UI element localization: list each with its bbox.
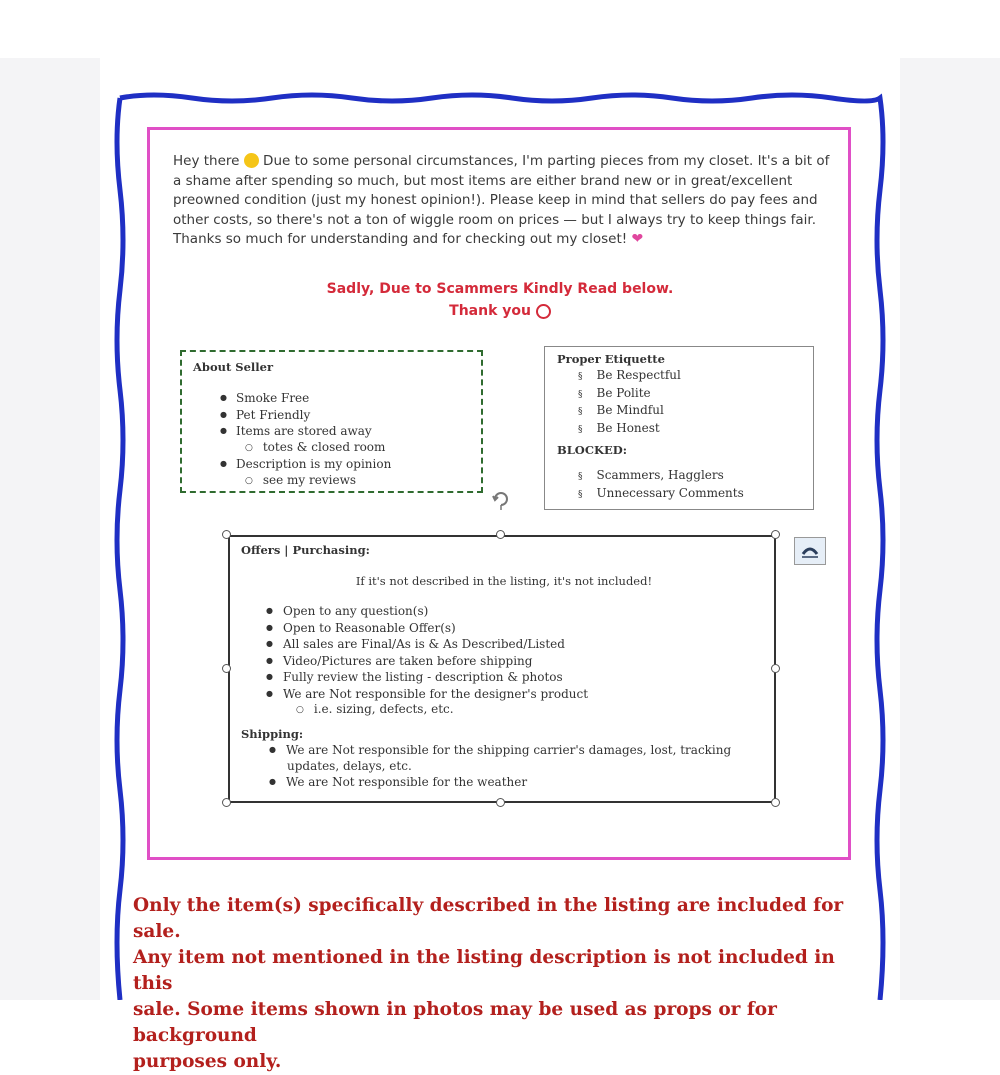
- about-seller-title: About Seller: [193, 360, 274, 374]
- about-seller-box: [180, 350, 483, 493]
- scam-notice-line2: Thank you: [449, 303, 531, 319]
- shipping-title: Shipping:: [241, 727, 304, 741]
- shipping-list: [269, 742, 749, 791]
- list-item: ● Description is my opinion: [220, 456, 391, 473]
- offers-list: [266, 603, 588, 719]
- resize-handle-top-left[interactable]: [222, 530, 231, 539]
- list-item: ● Items are stored away: [220, 423, 391, 440]
- list-item: ● Open to any question(s): [266, 603, 588, 620]
- list-item: § Unnecessary Comments: [578, 486, 744, 504]
- resize-handle-top-right[interactable]: [771, 530, 780, 539]
- list-item: ● All sales are Final/As is & As Described/Listed: [266, 636, 588, 653]
- heart-emoji-icon: ❤: [631, 231, 644, 247]
- list-item: § Be Honest: [578, 421, 681, 439]
- rotate-handle-icon[interactable]: [490, 488, 512, 510]
- list-item: ● Pet Friendly: [220, 407, 391, 424]
- etiquette-box: [544, 346, 814, 510]
- list-item: § Be Mindful: [578, 403, 681, 421]
- resize-handle-bottom[interactable]: [496, 798, 505, 807]
- list-item: ● We are Not responsible for the shipping carrier's damages, lost, tracking updates, delays, etc.: [269, 742, 749, 774]
- resize-handle-right[interactable]: [771, 664, 780, 673]
- resize-handle-left[interactable]: [222, 664, 231, 673]
- intro-body: Due to some personal circumstances, I'm parting pieces from my closet. It's a bit of a shame after spending so much, but most items are either brand new or in great/excellent preowned condition (just my honest opinion!). Please keep in mind that sellers do pay fees and other costs, so there's not a ton of wiggle room on prices — but I always try to keep things fair. Thanks so much for understanding and for checking out my closet!: [173, 153, 830, 247]
- etiquette-title: Proper Etiquette: [557, 352, 665, 366]
- intro-greeting: Hey there: [173, 153, 240, 169]
- list-item: ● Open to Reasonable Offer(s): [266, 620, 588, 637]
- scam-notice-line1: Sadly, Due to Scammers Kindly Read below.: [326, 281, 674, 297]
- blocked-list: [578, 468, 744, 503]
- layout-options-button[interactable]: [794, 537, 826, 565]
- list-item: § Scammers, Hagglers: [578, 468, 744, 486]
- list-subitem: ○ see my reviews: [220, 473, 391, 490]
- list-subitem: ○ i.e. sizing, defects, etc.: [266, 702, 588, 719]
- scam-notice-line2-row: [150, 300, 850, 322]
- blocked-title: BLOCKED:: [557, 443, 627, 457]
- right-margin: [900, 58, 1000, 1000]
- smiley-emoji-icon: [244, 153, 259, 168]
- list-item: ● We are Not responsible for the designer's product: [266, 686, 588, 703]
- smiley-outline-icon: [536, 304, 551, 319]
- list-item: § Be Respectful: [578, 368, 681, 386]
- layout-options-icon: [795, 538, 825, 564]
- left-margin: [0, 58, 100, 1000]
- list-item: ● We are Not responsible for the weather: [269, 774, 749, 791]
- list-item: ● Fully review the listing - description & photos: [266, 669, 588, 686]
- offers-note: If it's not described in the listing, it's not included!: [355, 574, 653, 588]
- offers-title: Offers | Purchasing:: [241, 543, 370, 557]
- list-subitem: ○ totes & closed room: [220, 440, 391, 457]
- resize-handle-top[interactable]: [496, 530, 505, 539]
- etiquette-list: [578, 368, 681, 438]
- scam-notice: [150, 278, 850, 322]
- offers-textbox[interactable]: [228, 535, 776, 803]
- resize-handle-bottom-left[interactable]: [222, 798, 231, 807]
- intro-paragraph: [173, 152, 833, 250]
- list-item: ● Smoke Free: [220, 390, 391, 407]
- footer-notice: Only the item(s) specifically described in the listing are included for sale. Any item not mentioned in the listing description is not included in this sale. Some items shown in photos may be used as props or for background purposes only.: [133, 895, 844, 1072]
- list-item: ● Video/Pictures are taken before shipping: [266, 653, 588, 670]
- list-item: § Be Polite: [578, 386, 681, 404]
- about-seller-list: [220, 390, 391, 489]
- resize-handle-bottom-right[interactable]: [771, 798, 780, 807]
